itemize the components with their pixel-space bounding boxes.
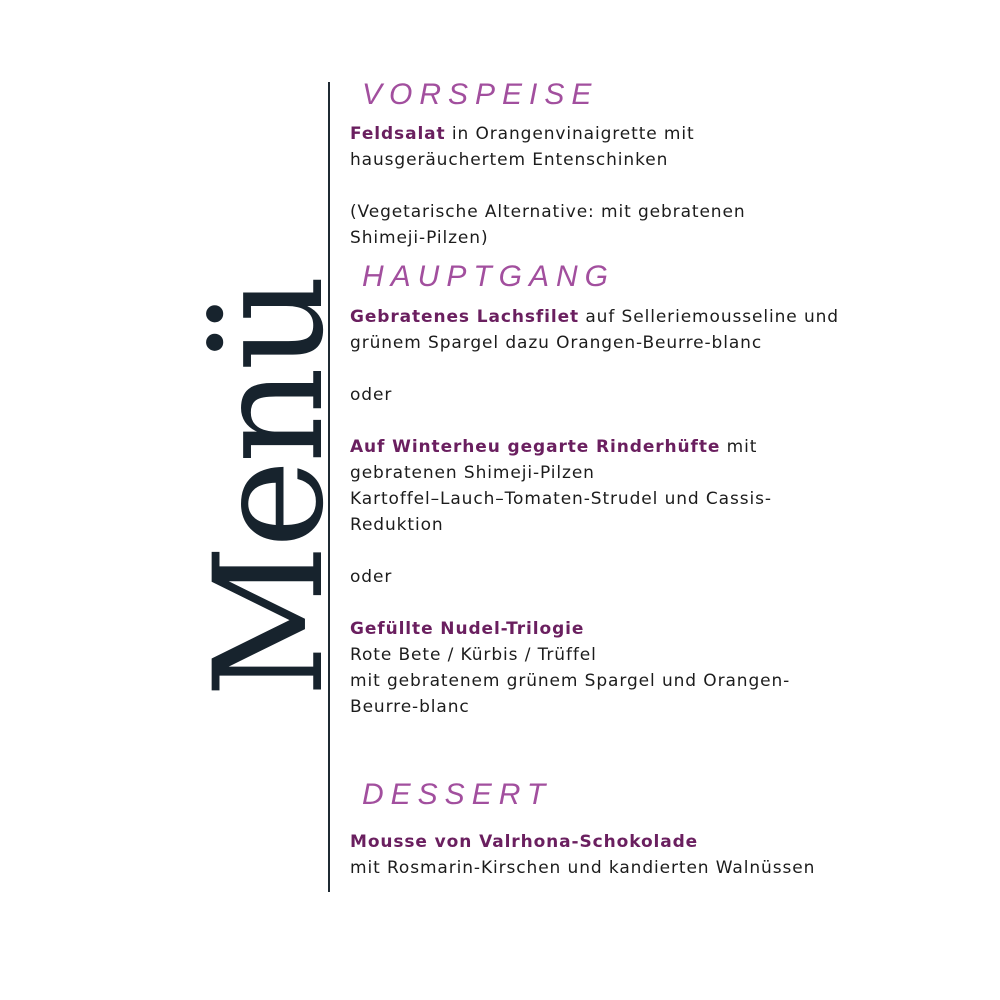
starter-dish-name: Feldsalat [350,124,446,144]
heading-hauptgang: HAUPTGANG [362,260,616,293]
beef-line-4: Reduktion [350,515,444,535]
vegetarian-line-2: Shimeji-Pilzen) [350,228,489,248]
beef-line-3: Kartoffel–Lauch–Tomaten-Strudel und Cassis- [350,489,772,509]
vegetarian-line-1: (Vegetarische Alternative: mit gebratenen [350,202,746,222]
pasta-line-3: mit gebratenem grünem Spargel und Orangen- [350,671,791,691]
separator-oder-1: oder [350,385,393,405]
starter-line-1 [350,121,950,147]
salmon-line-1 [350,304,950,330]
main-option-beef [350,434,950,538]
main-option-salmon [350,304,950,356]
main-option-pasta [350,616,950,720]
salmon-dish-name: Gebratenes Lachsfilet [350,307,580,327]
heading-dessert: DESSERT [362,778,553,811]
pasta-line-4: Beurre-blanc [350,697,470,717]
salmon-description: auf Selleriemousseline und [579,307,839,327]
heading-vorspeise: VORSPEISE [362,78,599,111]
pasta-dish-name: Gefüllte Nudel-Trilogie [350,619,585,639]
starter-description: in Orangenvinaigrette mit [445,124,695,144]
vegetarian-alternative [350,199,950,251]
starter-block [350,121,950,173]
beef-dish-name: Auf Winterheu gegarte Rinderhüfte [350,437,721,457]
dessert-block [350,829,950,881]
salmon-line-2: grünem Spargel dazu Orangen-Beurre-blanc [350,333,763,353]
separator-oder-2: oder [350,567,393,587]
starter-line-2: hausgeräuchertem Entenschinken [350,150,669,170]
dessert-dish-name: Mousse von Valrhona-Schokolade [350,832,699,852]
pasta-line-2: Rote Bete / Kürbis / Trüffel [350,645,597,665]
dessert-line-2: mit Rosmarin-Kirschen und kandierten Walnüssen [350,858,816,878]
beef-description: mit [720,437,758,457]
beef-line-2: gebratenen Shimeji-Pilzen [350,463,595,483]
beef-line-1 [350,434,950,460]
menu-title: Menü [183,278,357,698]
